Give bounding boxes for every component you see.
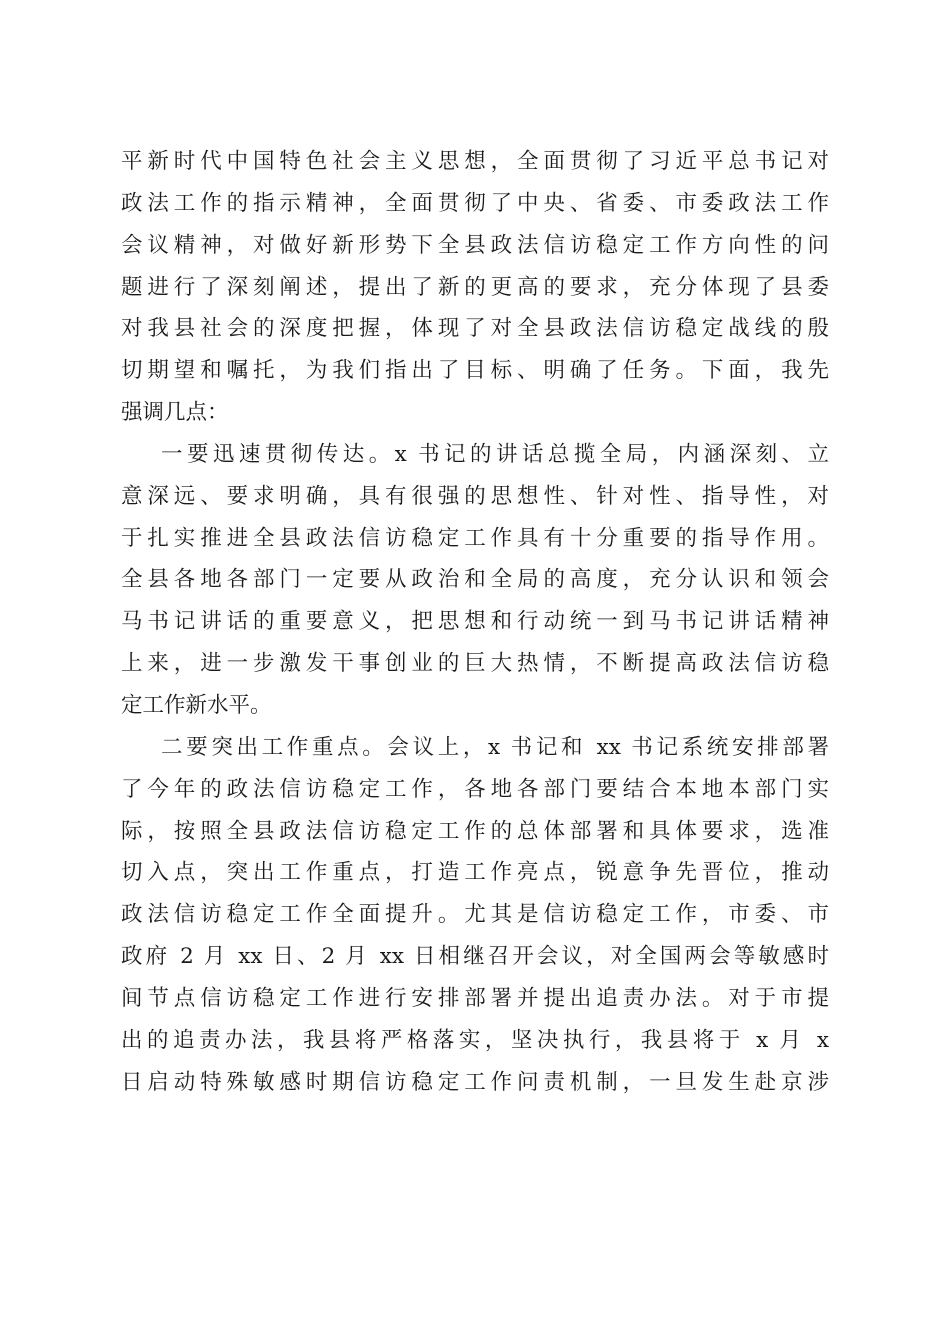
text-line: 题进行了深刻阐述，提出了新的更高的要求，充分体现了县委 — [121, 274, 829, 300]
text-line: 二要突出工作重点。会议上，x 书记和 xx 书记系统安排部署 — [161, 734, 829, 760]
text-line: 政法工作的指示精神，全面贯彻了中央、省委、市委政法工作 — [121, 190, 829, 216]
text-line: 出的追责办法，我县将严格落实，坚决执行，我县将于 x 月 x — [121, 1027, 829, 1053]
paragraph-point-two — [121, 727, 829, 1104]
text-line: 对我县社会的深度把握，体现了对全县政法信访稳定战线的殷 — [121, 316, 829, 342]
text-line: 于扎实推进全县政法信访稳定工作具有十分重要的指导作用。 — [121, 525, 829, 551]
text-line: 政法信访稳定工作全面提升。尤其是信访稳定工作，市委、市 — [121, 902, 829, 928]
paragraph-continuation — [121, 141, 829, 434]
text-line: 马书记讲话的重要意义，把思想和行动统一到马书记讲话精神 — [121, 609, 829, 635]
text-line: 了今年的政法信访稳定工作，各地各部门要结合本地本部门实 — [121, 776, 829, 802]
text-line: 日启动特殊敏感时期信访稳定工作问责机制，一旦发生赴京涉 — [121, 1069, 829, 1095]
text-line: 平新时代中国特色社会主义思想，全面贯彻了习近平总书记对 — [121, 149, 829, 174]
text-line: 一要迅速贯彻传达。x 书记的讲话总揽全局，内涵深刻、立 — [161, 441, 829, 467]
text-line: 定工作新水平。 — [121, 692, 272, 718]
document-body — [121, 141, 829, 1103]
text-line: 强调几点： — [121, 400, 229, 426]
text-line: 意深远、要求明确，具有很强的思想性、针对性、指导性，对 — [121, 483, 829, 509]
text-line: 上来，进一步激发干事创业的巨大热情，不断提高政法信访稳 — [121, 651, 829, 677]
text-line: 际，按照全县政法信访稳定工作的总体部署和具体要求，选准 — [121, 818, 829, 844]
text-line: 间节点信访稳定工作进行安排部署并提出追责办法。对于市提 — [121, 985, 829, 1011]
paragraph-point-one — [121, 434, 829, 727]
text-line: 政府 2 月 xx 日、2 月 xx 日相继召开会议，对全国两会等敏感时 — [121, 944, 829, 970]
text-line: 会议精神，对做好新形势下全县政法信访稳定工作方向性的问 — [121, 232, 829, 258]
text-line: 切入点，突出工作重点，打造工作亮点，锐意争先晋位，推动 — [121, 860, 829, 886]
text-line: 切期望和嘱托，为我们指出了目标、明确了任务。下面，我先 — [121, 358, 829, 384]
text-line: 全县各地各部门一定要从政治和全局的高度，充分认识和领会 — [121, 567, 829, 593]
